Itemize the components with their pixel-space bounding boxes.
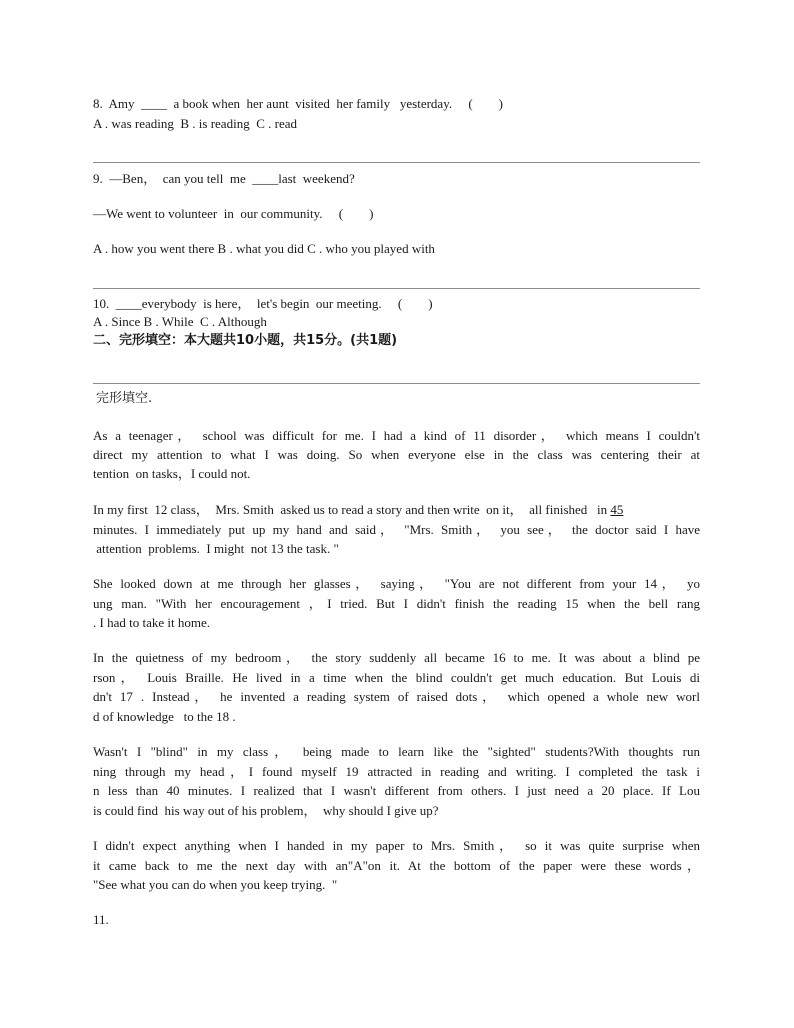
underlined-number: 45	[610, 502, 624, 517]
q9-stem: 9. —Ben， can you tell me ____last weekend?	[93, 171, 355, 186]
divider	[93, 162, 700, 163]
passage-line: She looked down at me through her glasses， saying， "You are not different from your 14， yo	[93, 576, 700, 591]
q8-options: A . was reading B . is reading C . read	[93, 116, 297, 131]
passage-line: Wasn't I "blind" in my class， being made to learn like the "sighted" students?With thoughts run	[93, 744, 700, 759]
q11-label: 11.	[93, 912, 109, 927]
q9-options: A . how you went there B . what you did C . who you played with	[93, 241, 435, 256]
q10-stem: 10. ____everybody is here， let's begin our meeting. ( )	[93, 296, 433, 311]
passage-line: As a teenager， school was difficult for me. I had a kind of 11 disorder， which means I couldn't	[93, 428, 700, 443]
passage-line	[93, 500, 623, 519]
passage-line: In the quietness of my bedroom， the story suddenly all became 16 to me. It was about a blind pe	[93, 650, 700, 665]
passage-line: is could find his way out of his problem， why should I give up?	[93, 803, 439, 818]
passage-line: "See what you can do when you keep trying. "	[93, 877, 338, 892]
passage-line: it came back to me the next day with an"A"on it. At the bottom of the paper were these words，	[93, 858, 700, 873]
passage-line: ung man. "With her encouragement ，I tried. But I didn't finish the reading 15 when the bell rang	[93, 596, 700, 611]
passage-line: . I had to take it home.	[93, 615, 210, 630]
passage-line: ning through my head，I found myself 19 attracted in reading and writing. I completed the task i	[93, 764, 700, 779]
passage-line: I didn't expect anything when I handed in my paper to Mrs. Smith， so it was quite surprise when	[93, 838, 700, 853]
passage-line: attention problems. I might not 13 the task. "	[93, 541, 339, 556]
passage-line: minutes. I immediately put up my hand and said， "Mrs. Smith， you see， the doctor said I have	[93, 522, 700, 537]
passage-line: dn't 17 . Instead， he invented a reading system of raised dots， which opened a whole new worl	[93, 689, 700, 704]
divider	[93, 288, 700, 289]
q9-reply: —We went to volunteer in our community. ( )	[93, 206, 374, 221]
section-title: 完形填空.	[96, 391, 153, 406]
section-heading: 二、完形填空：本大题共10小题，共15分。(共1题)	[93, 333, 398, 348]
passage-line: rson， Louis Braille. He lived in a time when the blind couldn't get much education. But Louis di	[93, 670, 700, 685]
passage-line: direct my attention to what I was doing. So when everyone else in the class was centering their at	[93, 447, 700, 462]
passage-line: n less than 40 minutes. I realized that I wasn't different from others. I just need a 20 place. If Lou	[93, 783, 700, 798]
passage-line: tention on tasks，I could not.	[93, 466, 251, 481]
divider	[93, 383, 700, 384]
q10-options: A . Since B . While C . Although	[93, 314, 267, 329]
passage-text: In my first 12 class， Mrs. Smith asked us to read a story and then write on it， all finished in	[93, 502, 611, 517]
passage-line: d of knowledge to the 18 .	[93, 709, 236, 724]
q8-stem: 8. Amy ____ a book when her aunt visited her family yesterday. ( )	[93, 96, 504, 111]
